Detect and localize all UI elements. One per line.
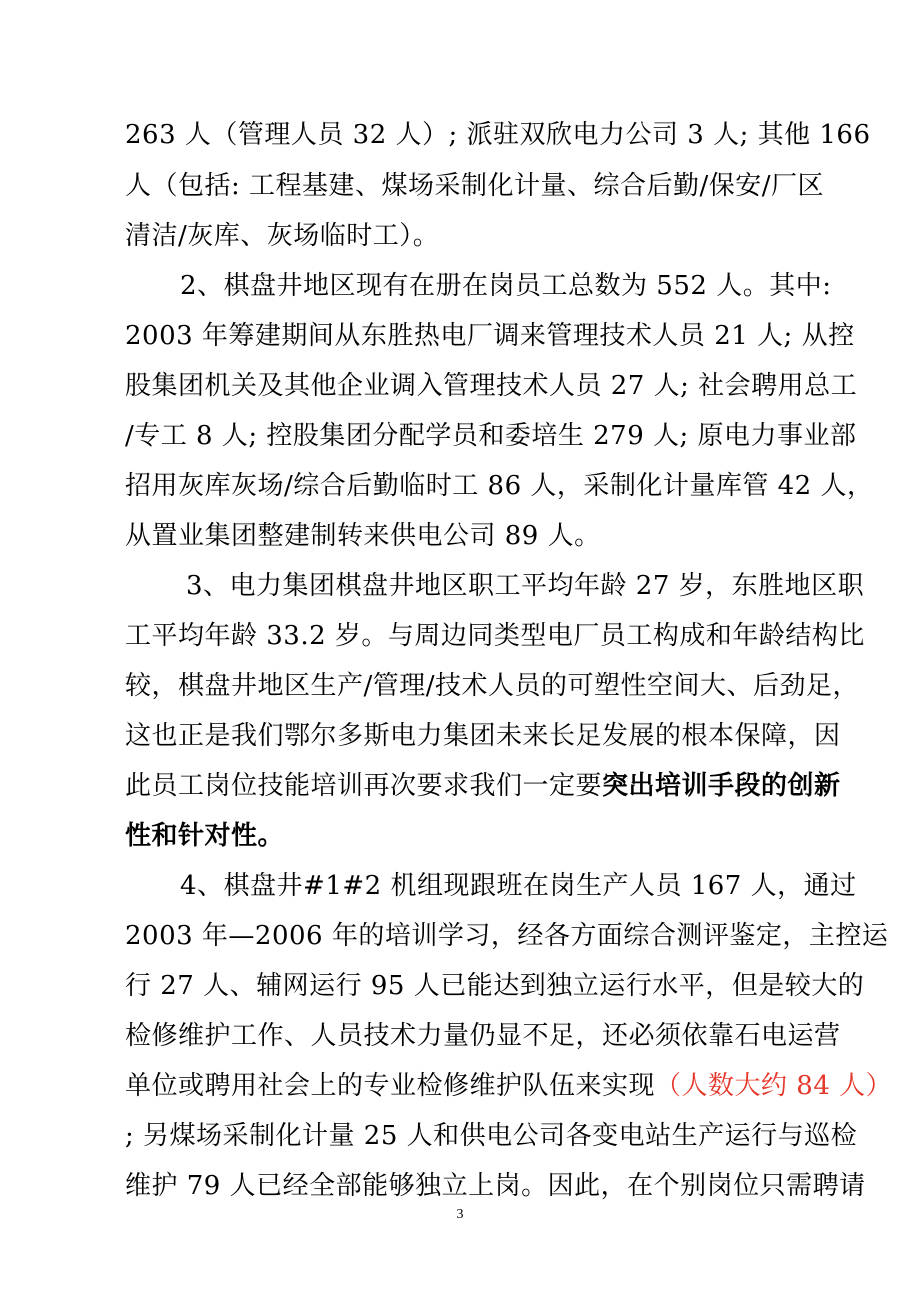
text-line: 检修维护工作、人员技术力量仍显不足，还必须依靠石电运营	[125, 1021, 841, 1051]
text-line: 2003 年筹建期间从东胜热电厂调来管理技术人员 21 人; 从控	[125, 321, 855, 351]
text-line: 工平均年龄 33.2 岁。与周边同类型电厂员工构成和年龄结构比	[125, 621, 865, 651]
text-line: 263 人（管理人员 32 人）; 派驻双欣电力公司 3 人; 其他 166	[125, 120, 871, 150]
text-line: 清洁/灰库、灰场临时工）。	[125, 221, 440, 251]
text-line: 维护 79 人已经全部能够独立上岗。因此，在个别岗位只需聘请	[125, 1171, 866, 1201]
bold-emphasis-line: 性和针对性。	[125, 821, 285, 851]
text-segment: 单位或聘用社会上的专业检修维护队伍来实现	[125, 1071, 656, 1101]
text-line: 从置业集团整建制转来供电公司 89 人。	[125, 521, 601, 551]
text-line: 这也正是我们鄂尔多斯电力集团未来长足发展的根本保障，因	[125, 721, 841, 751]
text-line: 3、电力集团棋盘井地区职工平均年龄 27 岁，东胜地区职	[186, 571, 865, 601]
text-line: 股集团机关及其他企业调入管理技术人员 27 人; 社会聘用总工	[125, 371, 858, 401]
text-line: 较，棋盘井地区生产/管理/技术人员的可塑性空间大、后劲足，	[125, 671, 860, 701]
text-line: 行 27 人、辅网运行 95 人已能达到独立运行水平，但是较大的	[125, 971, 865, 1001]
text-segment: 此员工岗位技能培训再次要求我们一定要	[125, 771, 603, 801]
text-line-with-highlight	[125, 1066, 893, 1106]
text-line-with-emphasis	[125, 766, 841, 806]
text-line: 2、棋盘井地区现有在册在岗员工总数为 552 人。其中:	[180, 271, 832, 301]
text-line: 人（包括: 工程基建、煤场采制化计量、综合后勤/保安/厂区	[125, 171, 825, 201]
page-number: 3	[456, 1207, 464, 1222]
red-highlight: （人数大约 84 人）	[655, 1071, 893, 1101]
text-line: 招用灰库灰场/综合后勤临时工 86 人，采制化计量库管 42 人，	[125, 471, 874, 501]
text-line: ; 另煤场采制化计量 25 人和供电公司各变电站生产运行与巡检	[125, 1121, 858, 1151]
text-line: 2003 年—2006 年的培训学习，经各方面综合测评鉴定，主控运	[125, 921, 889, 951]
text-line: /专工 8 人; 控股集团分配学员和委培生 279 人; 原电力事业部	[125, 421, 857, 451]
text-line: 4、棋盘井#1#2 机组现跟班在岗生产人员 167 人，通过	[180, 871, 857, 901]
bold-emphasis: 突出培训手段的创新	[602, 771, 841, 801]
